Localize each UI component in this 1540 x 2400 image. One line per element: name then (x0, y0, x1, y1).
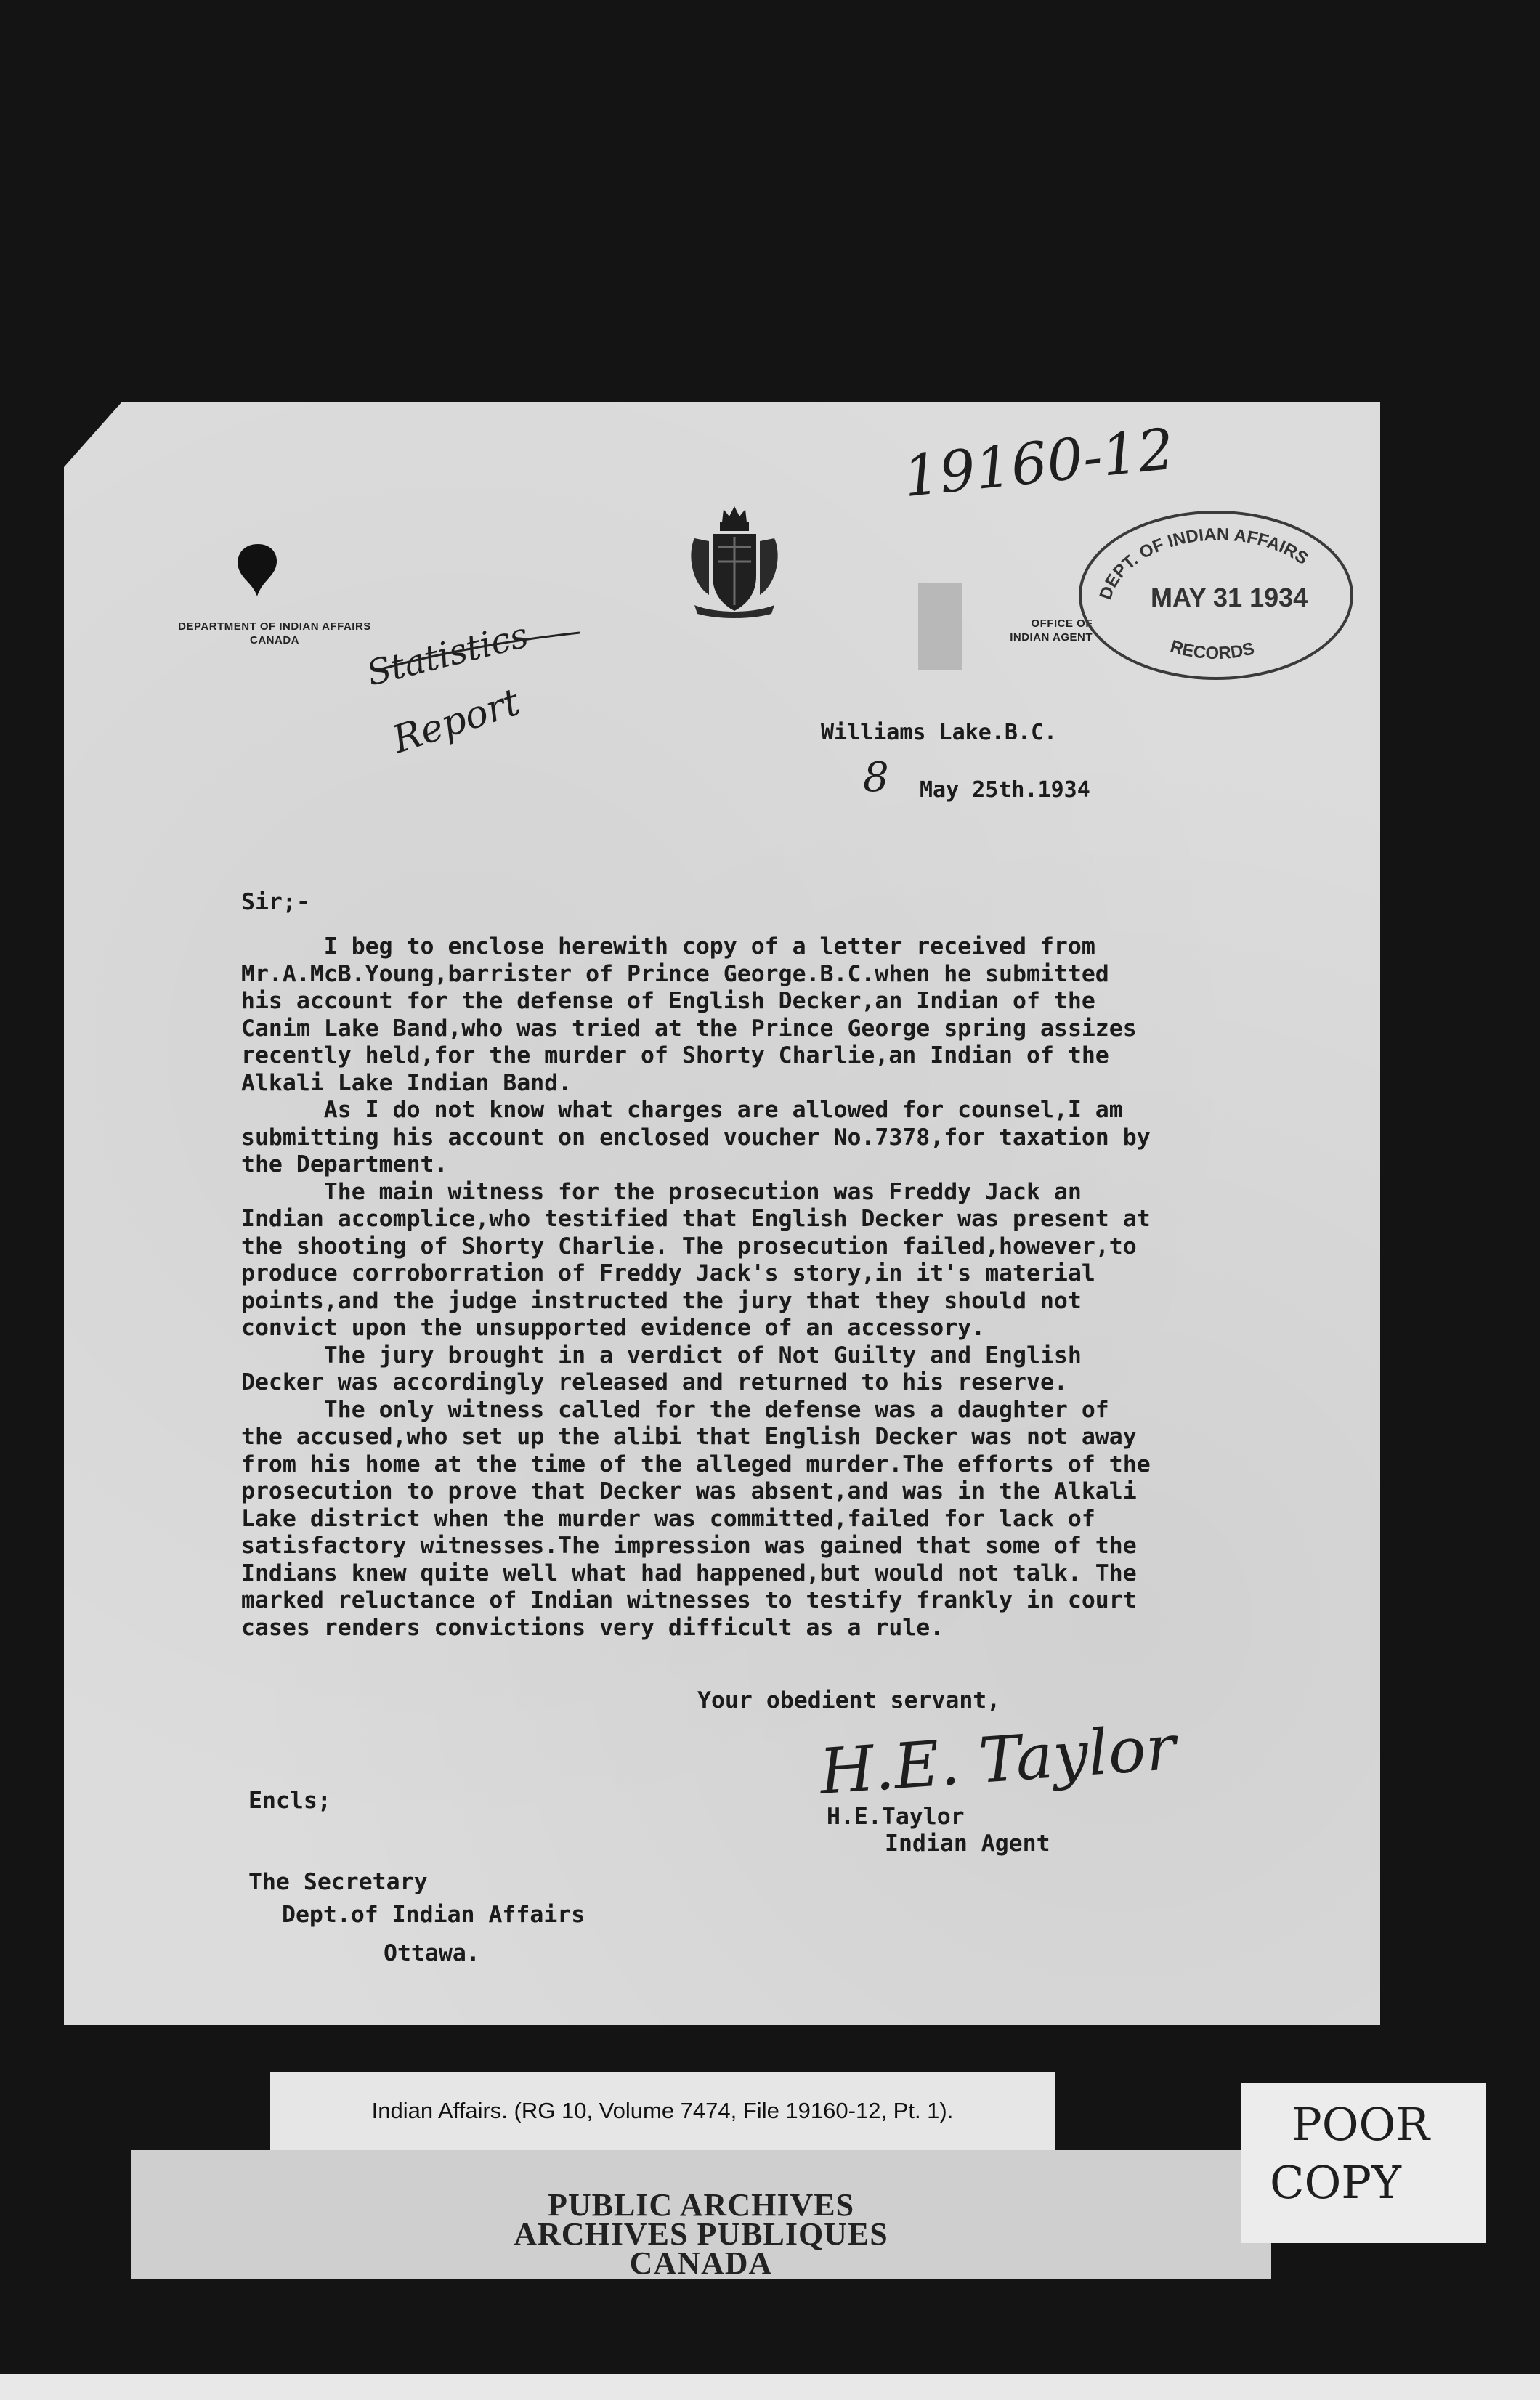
letter-body (241, 933, 1151, 1642)
archives-line-1: PUBLIC ARCHIVES (547, 2187, 855, 2223)
enclosures: Encls; (248, 1788, 331, 1814)
signature: H.E. Taylor (817, 1711, 1178, 1809)
poor-copy-note (1241, 2083, 1486, 2243)
body-line: the shooting of Shorty Charlie. The prosecution failed,however,to (241, 1233, 1137, 1260)
body-line: Mr.A.McB.Young,barrister of Prince George.B.C.when he submitted (241, 960, 1109, 987)
office-heading (918, 617, 1093, 644)
folded-corner (64, 402, 122, 467)
body-line: Indian accomplice,who testified that English Decker was present at (241, 1206, 1151, 1232)
stamp-top-text: DEPT. OF INDIAN AFFAIRS (1095, 524, 1312, 602)
body-line: As I do not know what charges are allowed for counsel,I am (241, 1097, 1123, 1123)
body-line: from his home at the time of the alleged murder.The efforts of the (241, 1451, 1151, 1477)
body-line: The only witness called for the defense was a daughter of (241, 1396, 1109, 1423)
department-name: DEPARTMENT OF INDIAN AFFAIRS (178, 620, 371, 633)
body-line: The main witness for the prosecution was Freddy Jack an (241, 1178, 1082, 1205)
body-line: Decker was accordingly released and returned to his reserve. (241, 1369, 1068, 1395)
bottom-edge (0, 2374, 1540, 2400)
addressee-line-1: The Secretary (248, 1869, 428, 1895)
coat-of-arms-emblem (680, 503, 789, 620)
addressee-line-2: Dept.of Indian Affairs (282, 1902, 585, 1928)
body-line: marked reluctance of Indian witnesses to testify frankly in court (241, 1587, 1137, 1613)
body-line: Lake district when the murder was committed,failed for lack of (241, 1505, 1095, 1532)
poor-copy-line-2: COPY (1270, 2156, 1401, 2209)
body-line: Canim Lake Band,who was tried at the Prince George spring assizes (241, 1015, 1137, 1042)
archive-label (270, 2072, 1055, 2150)
stamp-bottom-text: RECORDS (1167, 636, 1257, 664)
body-line: the Department. (241, 1151, 448, 1177)
archives-stamp (131, 2150, 1271, 2279)
received-stamp (1079, 511, 1353, 680)
letter-place: Williams Lake.B.C. (821, 720, 1058, 745)
body-line: convict upon the unsupported evidence of an accessory. (241, 1315, 986, 1341)
archives-line-3: CANADA (629, 2245, 773, 2281)
body-line: his account for the defense of English Decker,an Indian of the (241, 988, 1095, 1014)
closing: Your obedient servant, (697, 1687, 1001, 1714)
addressee-line-3: Ottawa. (384, 1940, 480, 1966)
body-line: The jury brought in a verdict of Not Guilty and English (241, 1342, 1082, 1369)
department-country: CANADA (250, 634, 299, 646)
department-heading (158, 620, 391, 647)
body-line: points,and the judge instructed the jury that they should not (241, 1287, 1082, 1314)
file-number: 19160-12 (900, 416, 1178, 511)
body-line: Alkali Lake Indian Band. (241, 1069, 572, 1096)
body-line: Indians knew quite well what had happened,but would not talk. The (241, 1560, 1137, 1586)
office-line-1: OFFICE OF (1031, 617, 1093, 630)
salutation: Sir;- (241, 889, 310, 915)
strike-through (369, 627, 587, 692)
signer-title: Indian Agent (885, 1831, 1050, 1857)
body-line: cases renders convictions very difficult as a rule. (241, 1614, 944, 1641)
body-line: I beg to enclose herewith copy of a letter received from (241, 933, 1095, 960)
faded-mark (918, 583, 962, 670)
archive-reference: Indian Affairs. (RG 10, Volume 7474, File 19160-12, Pt. 1). (371, 2098, 954, 2123)
body-line: recently held,for the murder of Shorty Charlie,an Indian of the (241, 1042, 1109, 1069)
body-line: produce corroborration of Freddy Jack's story,in it's material (241, 1260, 1095, 1286)
body-line: submitting his account on enclosed voucher No.7378,for taxation by (241, 1124, 1151, 1151)
date-mark: 8 (863, 754, 889, 801)
ink-blot (232, 541, 283, 599)
poor-copy-line-1: POOR (1292, 2098, 1430, 2151)
svg-text:RECORDS (1168, 636, 1257, 663)
body-line: the accused,who set up the alibi that English Decker was not away (241, 1424, 1137, 1450)
office-line-2: INDIAN AGENT (1010, 631, 1093, 644)
signer-name: H.E.Taylor (827, 1804, 965, 1830)
letter-date: May 25th.1934 (920, 777, 1090, 803)
margin-note-line-2: Report (387, 680, 526, 763)
archives-line-2: ARCHIVES PUBLIQUES (514, 2216, 888, 2252)
stamp-date: MAY 31 1934 (1151, 583, 1308, 612)
margin-note-line-1: Statistics (362, 615, 532, 694)
body-line: satisfactory witnesses.The impression was gained that some of the (241, 1533, 1137, 1559)
body-line: prosecution to prove that Decker was absent,and was in the Alkali (241, 1478, 1137, 1504)
